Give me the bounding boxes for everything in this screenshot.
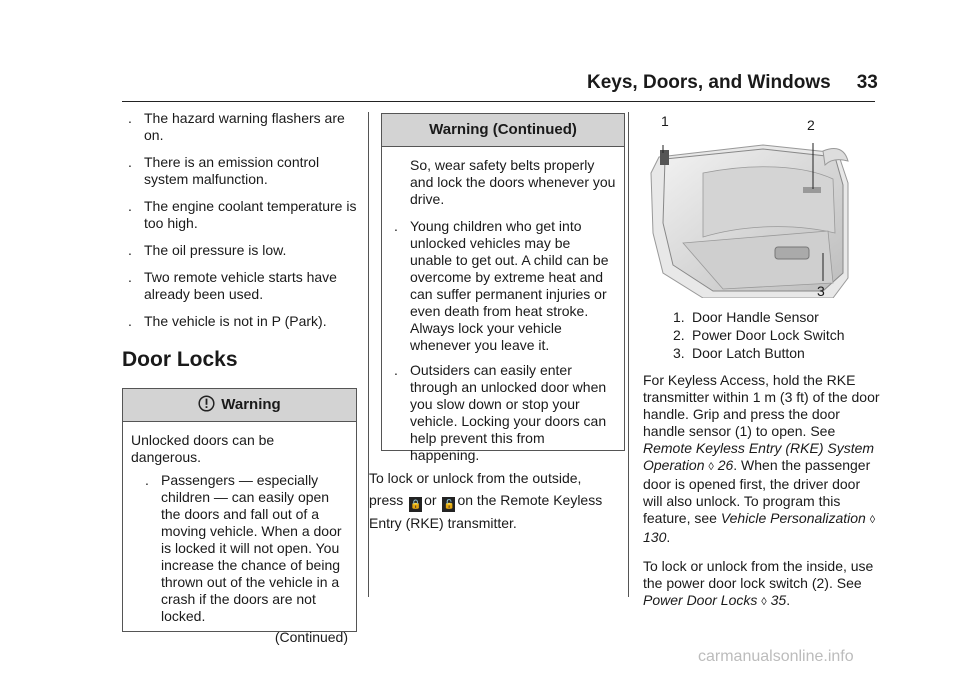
warning-body — [123, 422, 356, 660]
door-illustration — [643, 113, 853, 298]
warning-continued-header: Warning (Continued) — [382, 114, 624, 147]
list-item: . The hazard warning flashers are on. — [128, 110, 345, 143]
legend-item: 1. Door Handle Sensor — [673, 309, 819, 325]
condition-list — [122, 110, 357, 330]
list-item: . Two remote vehicle starts have already been used. — [128, 269, 337, 302]
callout-1: 1 — [661, 113, 669, 129]
column-3 — [643, 113, 883, 623]
link-power-door-locks[interactable]: Power Door Locks — [643, 592, 758, 608]
warning-bullet: . Outsiders can easily enter through an unlocked door when you slow down or stop your vehicle. Locking your doors can help prevent this from happening. — [394, 362, 607, 463]
warning-bullet: . Passengers — especially children — can easily open the doors and fall out of a moving vehicle. When a door is locked it will not open. You increase the chance of being thrown out of the vehicle in a crash if the doors are not locked. — [145, 472, 342, 624]
unlock-icon: 🔓 — [442, 497, 455, 512]
warning-text: Unlocked doors can be dangerous. — [131, 432, 275, 465]
callout-2: 2 — [807, 117, 815, 133]
column-divider-2 — [628, 112, 629, 597]
lock-icon: 🔒 — [409, 497, 422, 512]
watermark: carmanualsonline.info — [698, 648, 854, 665]
list-item: . There is an emission control system malfunction. — [128, 154, 320, 187]
page-ref-35[interactable]: 35 — [770, 592, 787, 608]
list-item: . The vehicle is not in P (Park). — [128, 313, 327, 329]
page-ref-icon: ◊ — [869, 514, 876, 526]
page-ref-130[interactable]: 130 — [643, 529, 667, 545]
keyless-access-paragraph: For Keyless Access, hold the RKE transmitter within 1 m (3 ft) of the door handle. Grip and press the door handle sensor (1) to open. See Remote Keyless Entry (RKE) System Operation ◊ 26. When the passenger door is opened first, the driver door will also unlock. To program this feature, see Vehicle Personalization ◊ 130. — [643, 372, 880, 545]
inside-lock-paragraph: To lock or unlock from the inside, use the power door lock switch (2). See Power Door Locks ◊ 35. — [643, 558, 874, 608]
figure-legend — [643, 309, 883, 362]
page-number: 33 — [856, 72, 878, 93]
legend-item: 3. Door Latch Button — [673, 345, 805, 361]
warning-title: Warning — [221, 396, 281, 413]
warning-bullet: . Young children who get into unlocked vehicles may be unable to get out. A child can be overcome by extreme heat and can suffer permanent injuries or even death from heat stroke. Always lock your vehicle whenever you leave it. — [394, 218, 609, 353]
warning-continued-body — [382, 147, 624, 480]
warning-continued-box — [381, 113, 625, 463]
link-vehicle-personalization[interactable]: Vehicle Personalization — [720, 510, 866, 526]
list-item: . The engine coolant temperature is too high. — [128, 198, 357, 231]
link-rke-operation[interactable]: Remote Keyless Entry (RKE) System Operation — [643, 440, 875, 473]
list-item: . The oil pressure is low. — [128, 242, 287, 258]
warning-continued-text: So, wear safety belts properly and lock the doors whenever you drive. — [410, 157, 616, 207]
warning-header — [123, 389, 356, 422]
page-ref-icon: ◊ — [761, 596, 767, 608]
callout-3: 3 — [817, 283, 825, 299]
header-rule — [122, 101, 875, 102]
header-section-title: Keys, Doors, and Windows — [587, 72, 831, 93]
rke-paragraph: To lock or unlock from the outside, press 🔒 or 🔓 on the Remote Keyless Entry (RKE) transmitter. — [369, 470, 603, 531]
section-title: Door Locks — [122, 348, 238, 371]
page-ref-icon: ◊ — [708, 461, 714, 473]
column-2 — [369, 113, 614, 546]
legend-item: 2. Power Door Lock Switch — [673, 327, 845, 343]
running-header — [587, 72, 878, 94]
column-1 — [122, 110, 357, 645]
warning-box — [122, 388, 357, 645]
continued-label: (Continued) — [274, 629, 348, 645]
page-ref-26[interactable]: 26 — [717, 457, 734, 473]
door-figure — [643, 113, 853, 298]
warning-icon — [198, 392, 215, 424]
